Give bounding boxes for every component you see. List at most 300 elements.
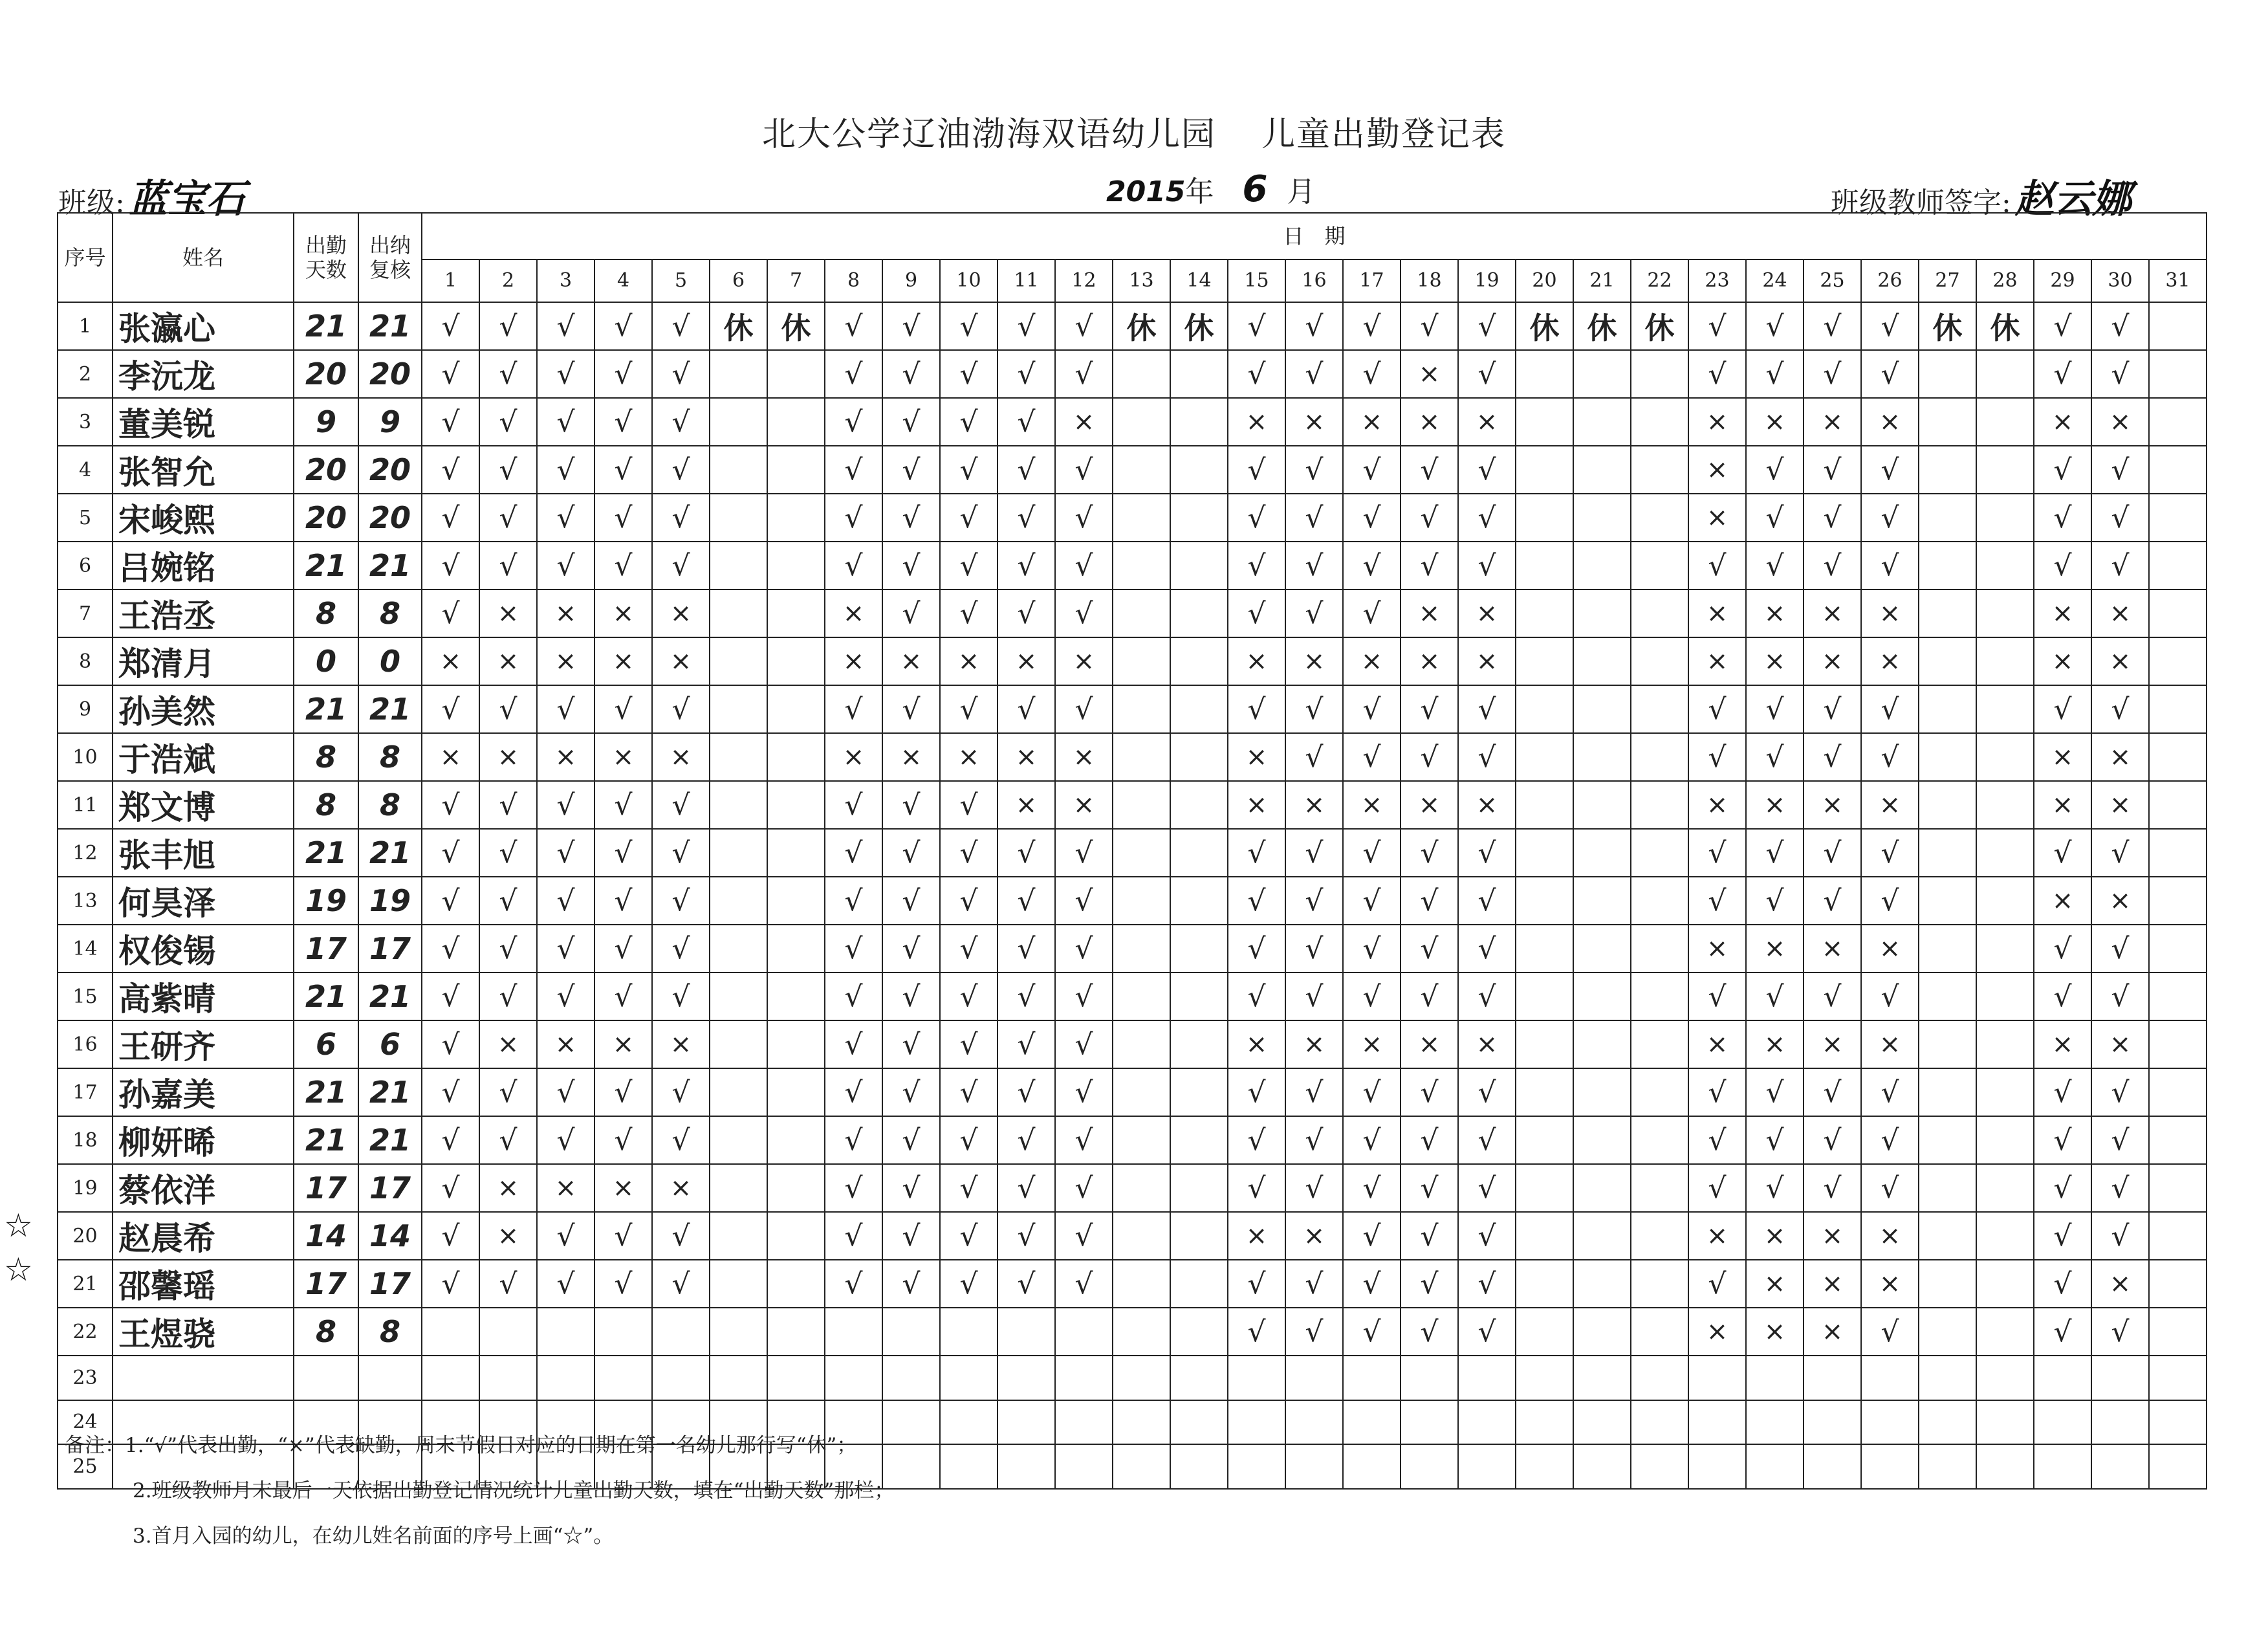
- attendance-mark: ×: [1746, 1212, 1804, 1260]
- attendance-mark: √: [882, 350, 940, 398]
- attendance-mark: [1516, 829, 1573, 877]
- attendance-mark: √: [998, 494, 1055, 542]
- attendance-mark: ×: [825, 637, 882, 685]
- attendance-mark: √: [2091, 685, 2149, 733]
- attendance-mark: ×: [2091, 1020, 2149, 1068]
- attendance-mark: [2149, 829, 2207, 877]
- month-suffix: 月: [1287, 175, 1316, 208]
- attendance-mark: √: [2091, 494, 2149, 542]
- attendance-mark: [1113, 446, 1170, 494]
- attendance-mark: √: [652, 781, 710, 829]
- attendance-days: 17: [294, 1260, 358, 1308]
- attendance-mark: [2149, 1116, 2207, 1164]
- attendance-mark: √: [1804, 1116, 1861, 1164]
- attendance-mark: √: [940, 302, 998, 350]
- attendance-mark: [998, 1356, 1055, 1400]
- attendance-mark: √: [998, 829, 1055, 877]
- day-header: 31: [2149, 259, 2207, 302]
- attendance-mark: √: [882, 1020, 940, 1068]
- row-seq: 16: [58, 1020, 113, 1068]
- attendance-mark: √: [479, 350, 537, 398]
- attendance-mark: [1631, 1308, 1688, 1356]
- attendance-mark: √: [594, 542, 652, 589]
- attendance-mark: ×: [1746, 925, 1804, 973]
- attendance-mark: [1228, 1444, 1285, 1489]
- day-header: 11: [998, 259, 1055, 302]
- attendance-mark: √: [1688, 1164, 1746, 1212]
- attendance-mark: √: [594, 1212, 652, 1260]
- attendance-mark: [1976, 446, 2034, 494]
- attendance-mark: √: [940, 589, 998, 637]
- attendance-mark: [1458, 1400, 1516, 1445]
- attendance-mark: [1976, 733, 2034, 781]
- attendance-days: 21: [294, 1116, 358, 1164]
- attendance-mark: 休: [1919, 302, 1976, 350]
- attendance-mark: √: [882, 1260, 940, 1308]
- day-header: 3: [537, 259, 594, 302]
- attendance-mark: √: [537, 1212, 594, 1260]
- attendance-mark: [1573, 877, 1631, 925]
- attendance-mark: √: [1804, 733, 1861, 781]
- class-value: 蓝宝石: [128, 177, 245, 222]
- attendance-mark: [1170, 494, 1228, 542]
- attendance-mark: √: [1343, 1164, 1401, 1212]
- attendance-mark: √: [1343, 542, 1401, 589]
- attendance-mark: √: [1285, 1116, 1343, 1164]
- attendance-mark: [1976, 542, 2034, 589]
- day-header: 26: [1861, 259, 1919, 302]
- attendance-mark: √: [1458, 542, 1516, 589]
- row-seq: 19: [58, 1164, 113, 1212]
- child-name: 王煜骁: [113, 1308, 294, 1356]
- attendance-mark: √: [652, 398, 710, 446]
- attendance-days: 14: [294, 1212, 358, 1260]
- attendance-mark: √: [1688, 685, 1746, 733]
- child-name: 郑清月: [113, 637, 294, 685]
- attendance-mark: ×: [652, 637, 710, 685]
- attendance-mark: ×: [1343, 1020, 1401, 1068]
- attendance-mark: √: [594, 973, 652, 1020]
- attendance-mark: ×: [2034, 1020, 2091, 1068]
- attendance-mark: √: [1458, 1212, 1516, 1260]
- attendance-mark: ×: [2034, 398, 2091, 446]
- attendance-mark: [1170, 1164, 1228, 1212]
- attendance-mark: √: [1401, 1068, 1458, 1116]
- attendance-mark: 休: [1516, 302, 1573, 350]
- attendance-mark: √: [1343, 494, 1401, 542]
- attendance-mark: √: [479, 877, 537, 925]
- attendance-mark: [1113, 1308, 1170, 1356]
- attendance-mark: √: [1285, 302, 1343, 350]
- attendance-mark: √: [1401, 829, 1458, 877]
- verify-days: 6: [358, 1020, 422, 1068]
- attendance-mark: √: [2091, 1116, 2149, 1164]
- attendance-mark: √: [2091, 1212, 2149, 1260]
- attendance-mark: √: [1055, 1164, 1113, 1212]
- attendance-mark: [1919, 781, 1976, 829]
- attendance-mark: [1516, 1020, 1573, 1068]
- attendance-mark: √: [998, 1068, 1055, 1116]
- attendance-mark: [594, 1308, 652, 1356]
- attendance-mark: √: [825, 350, 882, 398]
- attendance-days: 19: [294, 877, 358, 925]
- attendance-mark: ×: [2034, 733, 2091, 781]
- row-seq: 14: [58, 925, 113, 973]
- attendance-mark: [710, 542, 767, 589]
- attendance-mark: √: [882, 1164, 940, 1212]
- attendance-mark: √: [537, 1116, 594, 1164]
- attendance-mark: ×: [1746, 1260, 1804, 1308]
- header-verify: 出纳 复核: [358, 213, 422, 302]
- attendance-mark: √: [422, 877, 479, 925]
- table-row: [58, 1356, 2207, 1400]
- attendance-days: 21: [294, 973, 358, 1020]
- attendance-mark: √: [1343, 1116, 1401, 1164]
- attendance-mark: ×: [1401, 781, 1458, 829]
- attendance-mark: [1631, 446, 1688, 494]
- attendance-mark: ×: [2091, 637, 2149, 685]
- attendance-mark: [1573, 1212, 1631, 1260]
- attendance-mark: [1919, 1164, 1976, 1212]
- child-name: 吕婉铭: [113, 542, 294, 589]
- row-seq: 6: [58, 542, 113, 589]
- row-seq: 11: [58, 781, 113, 829]
- kindergarten-name: 北大公学辽油渤海双语幼儿园: [761, 115, 1216, 154]
- attendance-mark: √: [882, 302, 940, 350]
- attendance-mark: [1919, 829, 1976, 877]
- attendance-mark: ×: [1343, 398, 1401, 446]
- attendance-mark: [1976, 1308, 2034, 1356]
- attendance-mark: √: [537, 925, 594, 973]
- attendance-mark: √: [998, 1020, 1055, 1068]
- row-seq: 2: [58, 350, 113, 398]
- table-row: [58, 1308, 2207, 1356]
- attendance-mark: [710, 589, 767, 637]
- attendance-mark: [940, 1400, 998, 1445]
- attendance-mark: ×: [2091, 1260, 2149, 1308]
- attendance-days: 20: [294, 446, 358, 494]
- attendance-mark: [1343, 1444, 1401, 1489]
- attendance-mark: √: [1458, 1260, 1516, 1308]
- attendance-mark: √: [422, 1260, 479, 1308]
- child-name: 柳妍晞: [113, 1116, 294, 1164]
- attendance-mark: [2034, 1444, 2091, 1489]
- attendance-mark: √: [1228, 685, 1285, 733]
- attendance-mark: √: [2034, 446, 2091, 494]
- attendance-mark: √: [1228, 1068, 1285, 1116]
- attendance-mark: [1055, 1444, 1113, 1489]
- attendance-days: 6: [294, 1020, 358, 1068]
- attendance-mark: √: [1285, 925, 1343, 973]
- attendance-mark: ×: [479, 637, 537, 685]
- attendance-mark: √: [1055, 1068, 1113, 1116]
- attendance-mark: √: [1688, 350, 1746, 398]
- child-name: 宋峻熙: [113, 494, 294, 542]
- attendance-mark: √: [1228, 1260, 1285, 1308]
- attendance-mark: [2149, 589, 2207, 637]
- attendance-mark: √: [940, 446, 998, 494]
- table-row: [58, 925, 2207, 973]
- attendance-mark: ×: [1458, 589, 1516, 637]
- verify-days: 17: [358, 925, 422, 973]
- attendance-mark: ×: [998, 637, 1055, 685]
- child-name: 何昊泽: [113, 877, 294, 925]
- attendance-mark: [1170, 589, 1228, 637]
- attendance-mark: √: [2034, 973, 2091, 1020]
- attendance-days: 20: [294, 350, 358, 398]
- verify-days: 21: [358, 1116, 422, 1164]
- attendance-mark: √: [1458, 1068, 1516, 1116]
- day-header: 8: [825, 259, 882, 302]
- attendance-mark: [1516, 589, 1573, 637]
- attendance-mark: √: [825, 542, 882, 589]
- attendance-mark: √: [998, 1164, 1055, 1212]
- attendance-mark: [1631, 637, 1688, 685]
- attendance-mark: ×: [1804, 1212, 1861, 1260]
- attendance-mark: √: [594, 685, 652, 733]
- attendance-mark: [1516, 1400, 1573, 1445]
- attendance-mark: [767, 446, 825, 494]
- attendance-mark: √: [825, 302, 882, 350]
- attendance-mark: √: [1228, 350, 1285, 398]
- attendance-mark: √: [940, 685, 998, 733]
- attendance-mark: ×: [1861, 589, 1919, 637]
- attendance-mark: [1631, 1164, 1688, 1212]
- attendance-mark: ×: [537, 1020, 594, 1068]
- attendance-mark: ×: [594, 1164, 652, 1212]
- attendance-mark: [1976, 973, 2034, 1020]
- day-header: 20: [1516, 259, 1573, 302]
- attendance-mark: [767, 1164, 825, 1212]
- attendance-mark: [1516, 1308, 1573, 1356]
- attendance-mark: √: [1401, 1116, 1458, 1164]
- attendance-mark: [1458, 1356, 1516, 1400]
- day-header: 7: [767, 259, 825, 302]
- attendance-mark: √: [940, 398, 998, 446]
- attendance-mark: [1573, 542, 1631, 589]
- verify-days: 8: [358, 733, 422, 781]
- attendance-mark: √: [998, 685, 1055, 733]
- attendance-mark: [1170, 1020, 1228, 1068]
- verify-days: 8: [358, 589, 422, 637]
- attendance-mark: [1631, 925, 1688, 973]
- attendance-mark: √: [1055, 1116, 1113, 1164]
- attendance-mark: √: [594, 925, 652, 973]
- attendance-mark: [767, 1068, 825, 1116]
- attendance-mark: √: [825, 1116, 882, 1164]
- attendance-mark: [1573, 685, 1631, 733]
- attendance-mark: [2149, 302, 2207, 350]
- form-name: 儿童出勤登记表: [1261, 115, 1507, 154]
- attendance-mark: √: [825, 494, 882, 542]
- attendance-mark: [1631, 1444, 1688, 1489]
- attendance-mark: [710, 877, 767, 925]
- attendance-mark: ×: [1804, 1260, 1861, 1308]
- attendance-mark: [767, 1020, 825, 1068]
- attendance-mark: ×: [2091, 398, 2149, 446]
- attendance-mark: [767, 1212, 825, 1260]
- attendance-mark: [2149, 446, 2207, 494]
- attendance-mark: √: [2034, 302, 2091, 350]
- attendance-mark: √: [537, 1068, 594, 1116]
- attendance-mark: √: [1285, 1068, 1343, 1116]
- attendance-mark: √: [594, 398, 652, 446]
- attendance-mark: [767, 925, 825, 973]
- attendance-mark: √: [537, 398, 594, 446]
- attendance-mark: √: [652, 877, 710, 925]
- table-row: [58, 542, 2207, 589]
- attendance-mark: [1573, 973, 1631, 1020]
- attendance-mark: [1170, 1444, 1228, 1489]
- day-header: 23: [1688, 259, 1746, 302]
- attendance-days: 21: [294, 829, 358, 877]
- row-seq: 13: [58, 877, 113, 925]
- attendance-mark: √: [2034, 350, 2091, 398]
- attendance-mark: √: [1804, 685, 1861, 733]
- attendance-mark: √: [1343, 446, 1401, 494]
- attendance-mark: √: [1804, 1164, 1861, 1212]
- attendance-mark: √: [940, 781, 998, 829]
- table-row: [58, 781, 2207, 829]
- attendance-mark: [1919, 446, 1976, 494]
- attendance-mark: [940, 1356, 998, 1400]
- attendance-mark: √: [882, 589, 940, 637]
- attendance-mark: √: [1055, 302, 1113, 350]
- attendance-mark: √: [1458, 494, 1516, 542]
- attendance-mark: √: [998, 973, 1055, 1020]
- row-seq: 22: [58, 1308, 113, 1356]
- attendance-mark: √: [1401, 1260, 1458, 1308]
- day-header: 29: [2034, 259, 2091, 302]
- attendance-mark: √: [2091, 1308, 2149, 1356]
- attendance-mark: ×: [1688, 1020, 1746, 1068]
- attendance-mark: √: [479, 1068, 537, 1116]
- verify-days: 14: [358, 1212, 422, 1260]
- attendance-mark: √: [652, 542, 710, 589]
- attendance-mark: ×: [882, 733, 940, 781]
- table-row: [58, 1020, 2207, 1068]
- attendance-mark: √: [1401, 494, 1458, 542]
- attendance-mark: √: [1861, 829, 1919, 877]
- attendance-mark: ×: [825, 589, 882, 637]
- attendance-mark: √: [652, 302, 710, 350]
- attendance-mark: √: [1804, 829, 1861, 877]
- attendance-mark: √: [479, 398, 537, 446]
- attendance-mark: ×: [1343, 637, 1401, 685]
- attendance-mark: √: [1746, 350, 1804, 398]
- attendance-mark: √: [1746, 446, 1804, 494]
- attendance-mark: [1573, 637, 1631, 685]
- attendance-mark: √: [825, 877, 882, 925]
- attendance-mark: [710, 1164, 767, 1212]
- attendance-mark: [1919, 1400, 1976, 1445]
- attendance-mark: √: [882, 877, 940, 925]
- attendance-mark: √: [479, 829, 537, 877]
- attendance-mark: √: [1055, 494, 1113, 542]
- attendance-mark: [1919, 1116, 1976, 1164]
- child-name: 李沅龙: [113, 350, 294, 398]
- attendance-mark: [1228, 1356, 1285, 1400]
- attendance-mark: √: [1401, 302, 1458, 350]
- attendance-mark: √: [1401, 1212, 1458, 1260]
- attendance-mark: [1919, 398, 1976, 446]
- row-seq: 18: [58, 1116, 113, 1164]
- attendance-mark: [2149, 1068, 2207, 1116]
- attendance-mark: [422, 1308, 479, 1356]
- attendance-mark: √: [422, 1116, 479, 1164]
- attendance-mark: √: [1688, 877, 1746, 925]
- child-name: 郑文博: [113, 781, 294, 829]
- day-header: 1: [422, 259, 479, 302]
- day-header: 24: [1746, 259, 1804, 302]
- attendance-mark: [2149, 494, 2207, 542]
- note-2: 2.班级教师月末最后一天依据出勤登记情况统计儿童出勤天数，填在“出勤天数”那栏；: [133, 1479, 895, 1502]
- attendance-mark: √: [1688, 1068, 1746, 1116]
- attendance-days: 8: [294, 1308, 358, 1356]
- day-header: 6: [710, 259, 767, 302]
- attendance-mark: [1516, 781, 1573, 829]
- attendance-mark: √: [594, 1068, 652, 1116]
- attendance-mark: √: [537, 685, 594, 733]
- attendance-mark: [1170, 542, 1228, 589]
- attendance-mark: √: [825, 925, 882, 973]
- attendance-mark: √: [940, 1260, 998, 1308]
- attendance-mark: ×: [940, 637, 998, 685]
- attendance-mark: √: [998, 350, 1055, 398]
- attendance-mark: √: [1746, 733, 1804, 781]
- attendance-mark: √: [652, 1068, 710, 1116]
- attendance-mark: √: [594, 781, 652, 829]
- attendance-mark: √: [652, 925, 710, 973]
- attendance-mark: [1516, 350, 1573, 398]
- attendance-mark: [1401, 1356, 1458, 1400]
- month-value: 6: [1242, 168, 1268, 210]
- attendance-mark: [1516, 542, 1573, 589]
- attendance-mark: ×: [1228, 733, 1285, 781]
- child-name: 赵晨希: [113, 1212, 294, 1260]
- attendance-mark: √: [1285, 542, 1343, 589]
- attendance-body: [58, 302, 2207, 1489]
- attendance-mark: √: [1228, 973, 1285, 1020]
- row-seq: 17: [58, 1068, 113, 1116]
- verify-days: 8: [358, 781, 422, 829]
- attendance-mark: ×: [1804, 1308, 1861, 1356]
- attendance-mark: √: [1861, 542, 1919, 589]
- attendance-mark: [1631, 781, 1688, 829]
- attendance-mark: √: [1861, 494, 1919, 542]
- attendance-mark: √: [998, 1116, 1055, 1164]
- attendance-mark: √: [479, 542, 537, 589]
- attendance-mark: [1170, 446, 1228, 494]
- attendance-mark: √: [1458, 685, 1516, 733]
- attendance-mark: √: [1285, 446, 1343, 494]
- attendance-mark: [2034, 1356, 2091, 1400]
- attendance-mark: [1113, 1400, 1170, 1445]
- attendance-mark: √: [594, 446, 652, 494]
- attendance-mark: √: [940, 1020, 998, 1068]
- attendance-mark: √: [1458, 733, 1516, 781]
- attendance-mark: √: [1228, 494, 1285, 542]
- attendance-mark: √: [1688, 1260, 1746, 1308]
- attendance-mark: √: [652, 1116, 710, 1164]
- attendance-mark: √: [998, 446, 1055, 494]
- teacher-label: 班级教师签字:: [1831, 186, 2011, 219]
- day-header: 14: [1170, 259, 1228, 302]
- row-seq: 24: [58, 1400, 113, 1445]
- attendance-mark: ×: [1861, 1260, 1919, 1308]
- attendance-mark: [2149, 350, 2207, 398]
- attendance-mark: √: [882, 542, 940, 589]
